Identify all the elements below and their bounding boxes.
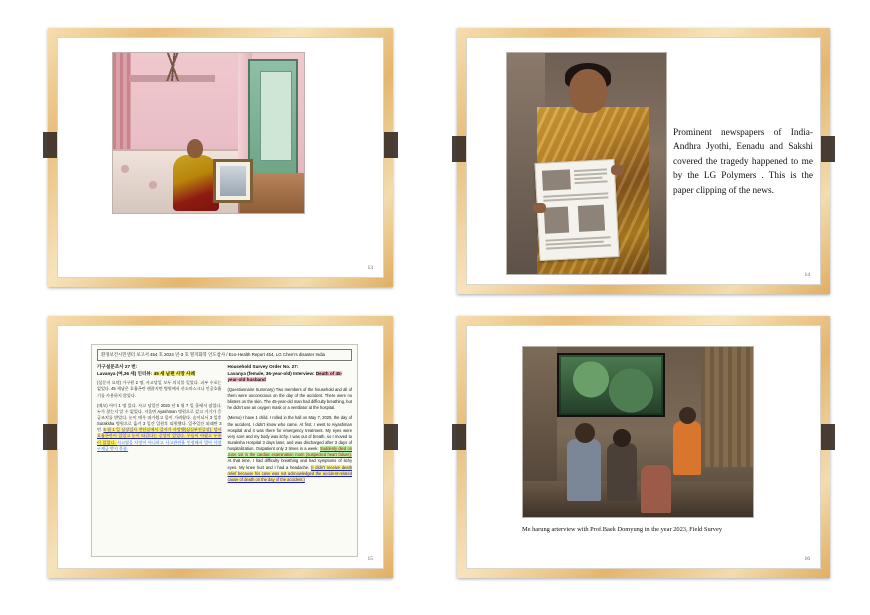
photo-portrait-frame [213,159,253,203]
slide-4 [457,316,830,578]
english-title-line1: Household Survey Order No. 27: [227,363,299,369]
english-title [228,364,353,384]
clipping-line [574,172,607,175]
korean-title-highlight: 45 세 남편 사망 사례 [153,370,195,376]
slide-3-inner [57,325,384,569]
photo-floor [523,481,753,517]
korean-paragraph-1: (설문지 요약) 가구원 2 명, 사고당일 모두 의식불 일었다. 피부 수포는 없었다. 45 세남은 호흡곤란 괜찮지만 병원에서 산소마스크나 인공호흡기를 사용하지 않았다. [97,380,222,398]
photo-door-panel [260,71,292,161]
tape-mark-right [383,424,398,450]
photo-field-interview [522,346,754,518]
korean-para2-part-b: 사고였을 사망이 아니라고 사고관련율 인정해서 발아 사망구제금 받지 못함. [97,439,222,451]
photo-person-head-left [575,423,595,443]
tape-mark-right [383,132,398,158]
clipping-line [575,180,608,183]
korean-paragraph-2 [97,403,222,452]
report-document [91,344,358,557]
tape-mark-right [820,424,835,450]
photo-hand-right [611,165,624,175]
report-header: 환경보건시민센터 보고서 454 호 2024 년-3 호 열지화학 인도참사 / Eco-Health Report 454, LG Chem's disaster India [97,349,352,361]
photo-tv-screen [561,357,661,413]
slide-1-inner [57,37,384,278]
report-column-english [228,364,353,487]
photo-portrait-image [220,166,246,196]
photo-woman-head [569,69,607,113]
clipping-line [574,168,607,171]
korean-title-line1: 가구설문조사 27 번: [97,363,138,369]
english-para2-highlight-2: (I didn't receive death relief because his case was not acknowledged the accident-related cause of death on the day of the accident.) [227,464,352,482]
photo-person-seated-right [673,421,701,475]
slide-number: 15 [367,556,373,562]
slide-number: 14 [804,272,810,278]
slide-2-body-text: Prominent newspapers of India- Andhra Jyothi, Eenadu and Sakshi covered the tragedy happened to me by the LG Polymers . This is the paper clipping of the news. [673,128,813,196]
slide-number: 16 [804,556,810,562]
tape-mark-left [43,424,58,450]
slide-3-canvas [58,326,383,568]
photo-hand-left [533,203,546,213]
tape-mark-left [43,132,58,158]
photo-curtain-right [701,347,753,467]
clipping-photo-2 [544,206,569,233]
english-title-line2: Lavanya (female, 36-year-old) Interview: [227,370,316,376]
photo-television [557,353,665,417]
english-para2-part-b: At that time, I had difficulty breathing and had symptoms of itchy eyes. My knee hurt and I had a headache. [227,458,352,470]
report-columns [92,364,357,487]
photo-woman-head [187,139,203,158]
slide-1-canvas [58,38,383,277]
clipping-line [543,196,608,201]
clipping-line [574,177,602,180]
slide-3 [48,316,393,578]
english-title-highlight: Death of 45-year-old husband [227,370,343,383]
clipping-photo-3 [578,205,605,232]
photo-person-foreground [641,465,671,513]
tape-mark-right [820,136,835,162]
photo-caption: Me harung arterview with Prof.Baek Domyung in the year 2023, Field Survey [522,526,723,533]
photo-newspaper-clipping [534,159,619,261]
english-paragraph-2 [228,415,353,483]
photo-dried-plant [143,52,203,81]
slide-1 [48,28,393,287]
photo-person-head-right [679,407,696,424]
tape-mark-left [452,136,467,162]
photo-person-head-center [613,429,631,447]
english-para2-part-a: (Memo) I have 1 child. I rolled in the hall on May 7, 2020, the day of the accident. I didn't know who came. At first, I went to Aiyashman Hospital and it was there for emergency treatment. My eyes were very sore and my body was itchy. I was out of breath, so I moved to Suraksha Hospital 3 days later, and was discharged after 3 days of hospitalization. Outpatient only 3 times in a week. [227,415,352,452]
clipping-line [546,244,611,249]
slide-4-canvas [467,326,820,568]
clipping-photo-1 [542,169,571,190]
korean-title [97,364,222,377]
korean-para2-part-a: (메모) 아이 1 명 있다. 사고 당일인 2020 년 5 월 7 일 홀에서 잤었다. 누가 찾는지 알 수 없었다. 저울면 Ayashman 병원으로 갔고 거기가 응급조치를 받았다. 눈이 매우 따가웠고 몸이 가려웠다. 숨이뇌서 3 일후 Suraksha 병원으로 옮겨 3 일간 입원후 퇴원했다. 일주일간 외래만 3 번. [97,402,222,433]
korean-title-line2: Lavanya (여,36 세) 인터뷰: [97,370,154,376]
photo-woman-with-frame [112,52,305,214]
slide-2 [457,28,830,294]
photo-person-seated-center [607,443,637,501]
photo-person-seated-left [567,439,601,501]
report-column-korean [97,364,222,487]
slide-2-canvas [467,38,820,284]
english-paragraph-1: (Questionnaire Summary) Two members of the household and all of them were unconscious on the day of the accident. There were no blisters on the skin. The 45-year-old man had difficulty breathing, but he didn't use an oxygen mask or a ventilator at the hospital. [227,386,352,411]
slide-number: 13 [367,265,373,271]
korean-para2-highlight: 6 월 1 일 심장검사 전단실에서 갑자기 사망했(심실부전증상). 당시 호흡곤란이 있었고 눈이 따갑다는 증상이 있었다. 무릎이 아팠고 두통이 있었다. [97,427,222,445]
english-para2-highlight-1: Suddenly died on June 1st in the cardiac examination room (suspected heart failure). [227,446,353,458]
slide-4-inner [466,325,821,569]
slide-2-inner [466,37,821,285]
photo-woman-with-newspaper [506,52,667,275]
tape-mark-left [452,424,467,450]
